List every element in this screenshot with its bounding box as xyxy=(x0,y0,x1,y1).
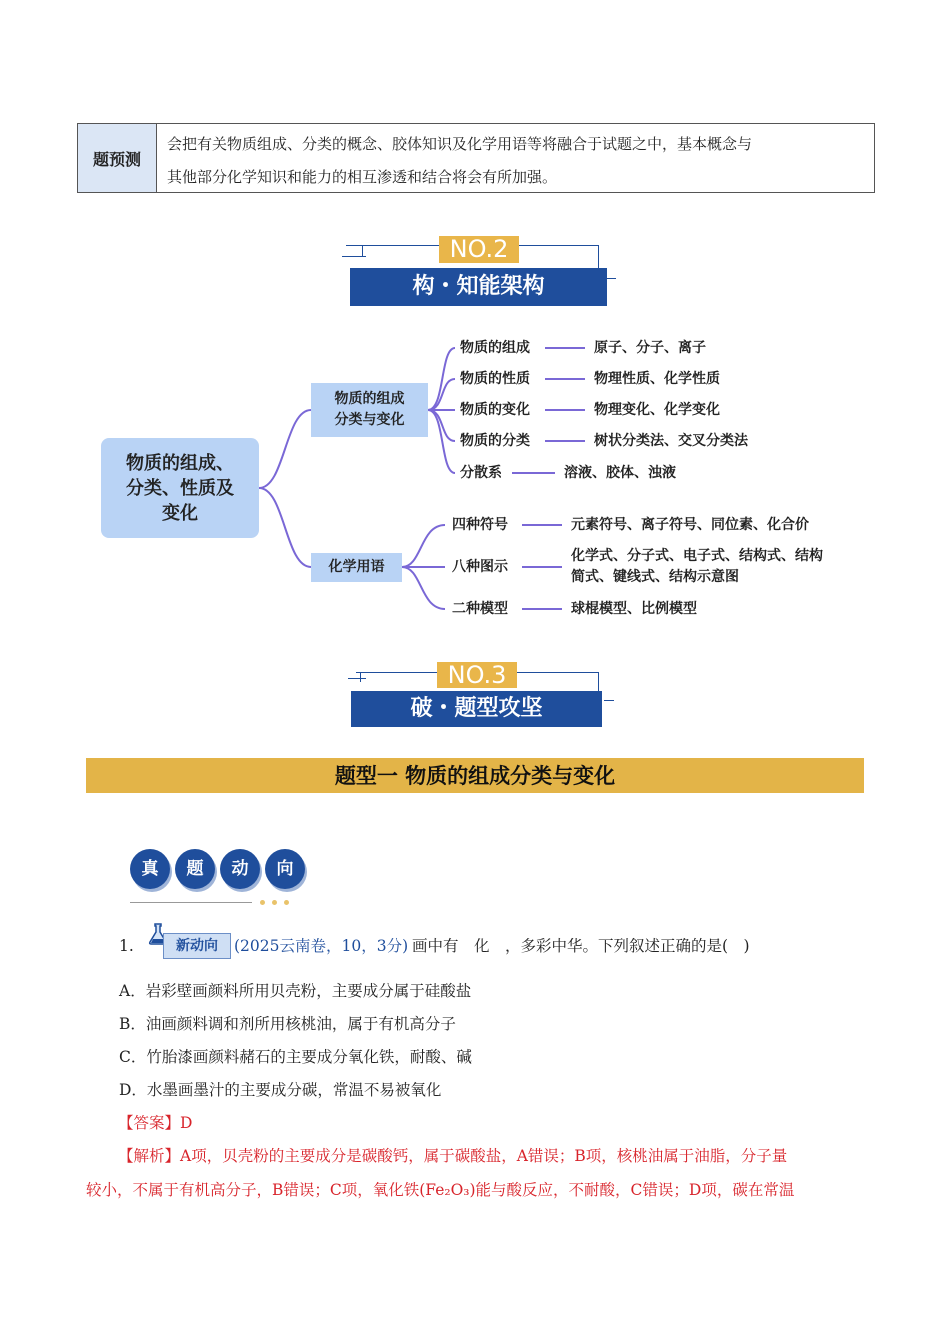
analysis-line-2: 较小，不属于有机高分子，B错误；C项，氧化铁(Fe₂O₃)能与酸反应，不耐酸，C错误；D项，碳在常温 xyxy=(86,1181,795,1199)
branch1-line-1: 物质的组成 xyxy=(334,391,405,407)
question-stem: 画中有 化 ，多彩中华。下列叙述正确的是( ) xyxy=(412,937,750,955)
connector-b2-item1 xyxy=(402,525,445,567)
prediction-line-2: 其他部分化学知识和能力的相互渗透和结合将会有所加强。 xyxy=(167,168,558,186)
connector-root-branch2 xyxy=(259,488,311,567)
root-line-3: 变化 xyxy=(162,502,198,524)
badge-char: 题 xyxy=(175,849,215,889)
option-a: A．岩彩壁画颜料所用贝壳粉，主要成分属于硅酸盐 xyxy=(119,982,472,1000)
mindmap-branch-composition xyxy=(311,383,428,437)
section-title: 构・知能架构 xyxy=(350,268,607,306)
connector-b2-item3 xyxy=(402,567,445,609)
section-title: 破・题型攻坚 xyxy=(351,691,602,727)
question-type-heading: 题型一 物质的组成分类与变化 xyxy=(86,758,864,793)
banner-frame-right xyxy=(598,672,599,692)
decor-dot xyxy=(284,900,289,905)
decor-dot xyxy=(272,900,277,905)
mindmap-root xyxy=(101,438,259,538)
mindmap-item: 物质的性质 xyxy=(460,371,530,387)
mindmap-item: 物质的变化 xyxy=(460,402,530,418)
badge-char: 真 xyxy=(130,849,170,889)
badge-char: 动 xyxy=(220,849,260,889)
mindmap-leaf: 树状分类法、交叉分类法 xyxy=(594,433,748,449)
section-number-tag: NO.2 xyxy=(439,236,519,263)
mindmap-leaf: 化学式、分子式、电子式、结构式、结构 xyxy=(571,548,823,564)
connector-root-branch1 xyxy=(259,410,311,488)
badge-char: 向 xyxy=(265,849,305,889)
option-b: B．油画颜料调和剂所用核桃油，属于有机高分子 xyxy=(119,1015,456,1033)
mindmap-item: 分散系 xyxy=(460,465,502,481)
section-banner-3 xyxy=(342,660,617,730)
prediction-line-1: 会把有关物质组成、分类的概念、胶体知识及化学用语等将融合于试题之中，基本概念与 xyxy=(167,135,753,153)
mindmap-leaf: 球棍模型、比例模型 xyxy=(571,601,697,617)
mindmap-item: 四种符号 xyxy=(452,517,508,533)
mindmap-leaf: 物理性质、化学性质 xyxy=(594,371,720,387)
option-c: C．竹胎漆画颜料赭石的主要成分氧化铁，耐酸、碱 xyxy=(119,1048,472,1066)
analysis-line-1 xyxy=(118,1146,787,1166)
answer-line xyxy=(118,1113,192,1133)
mindmap-item: 八种图示 xyxy=(452,559,508,575)
root-line-2: 分类、性质及 xyxy=(126,477,234,499)
mindmap-leaf: 物理变化、化学变化 xyxy=(594,402,720,418)
answer-value: D xyxy=(180,1114,193,1132)
analysis-label: 【解析】 xyxy=(118,1147,181,1165)
mindmap-leaf: 简式、键线式、结构示意图 xyxy=(571,569,739,585)
mindmap-leaf: 元素符号、离子符号、同位素、化合价 xyxy=(571,517,809,533)
section-number-tag: NO.3 xyxy=(437,662,517,688)
option-d: D．水墨画墨汁的主要成分碳，常温不易被氧化 xyxy=(119,1081,442,1099)
analysis-text-1: A项，贝壳粉的主要成分是碳酸钙，属于碳酸盐，A错误；B项，核桃油属于油脂，分子量 xyxy=(180,1147,788,1165)
new-trend-tag: 新动向 xyxy=(163,933,231,959)
question-number: 1. xyxy=(119,937,134,955)
decor-dot xyxy=(260,900,265,905)
banner-frame-tick-right xyxy=(604,700,614,701)
mindmap-item: 二种模型 xyxy=(452,601,508,617)
question-source: (2025云南卷，10，3分) xyxy=(234,937,409,955)
root-line-1: 物质的组成、 xyxy=(126,452,234,474)
banner-frame-tick xyxy=(348,678,366,679)
branch1-line-2: 分类与变化 xyxy=(334,412,405,428)
mindmap-leaf: 原子、分子、离子 xyxy=(594,340,706,356)
badge-underline xyxy=(130,902,252,903)
mindmap-item: 物质的组成 xyxy=(460,340,530,356)
connector-b1-item5 xyxy=(428,410,455,473)
answer-label: 【答案】 xyxy=(118,1114,181,1132)
mindmap-leaf: 溶液、胶体、浊液 xyxy=(564,465,676,481)
mindmap-item: 物质的分类 xyxy=(460,433,530,449)
banner-frame-left xyxy=(360,672,361,682)
prediction-label: 题预测 xyxy=(78,124,157,192)
mindmap-branch-chemical-language: 化学用语 xyxy=(311,553,402,582)
